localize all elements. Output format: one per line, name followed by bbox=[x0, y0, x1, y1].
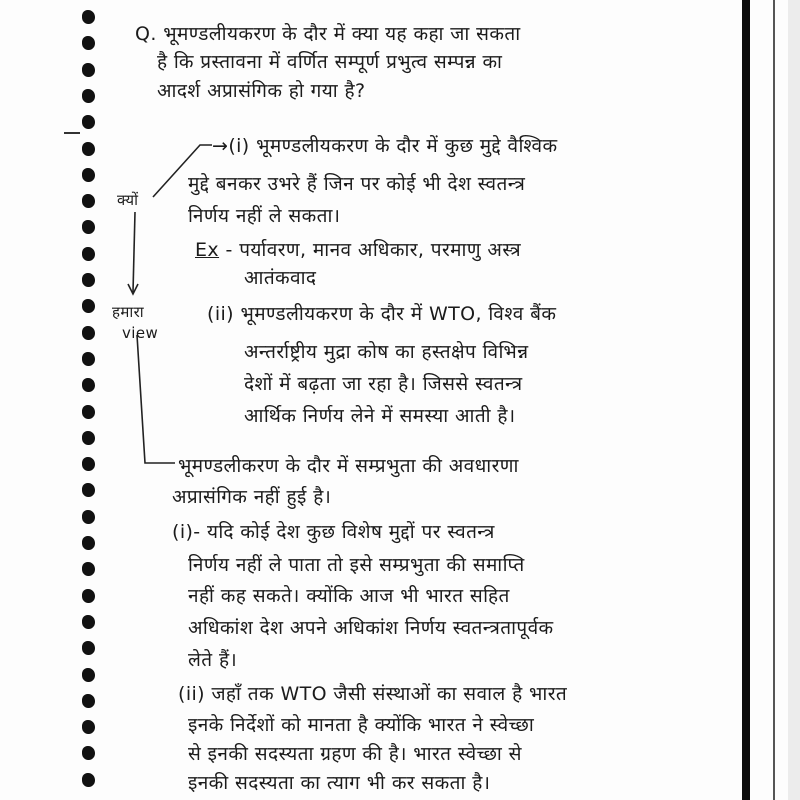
margin-note-view: view bbox=[122, 324, 159, 342]
view-point-2-line-2: इनके निर्देशों को मानता है क्योंकि भारत ने स्वेच्छा bbox=[188, 714, 535, 736]
point-2-line-2: अन्तर्राष्ट्रीय मुद्रा कोष का हस्तक्षेप विभिन्न bbox=[244, 341, 529, 363]
example-line-2: आतंकवाद bbox=[244, 267, 317, 289]
view-point-1-line-1: (i)- यदि कोई देश कुछ विशेष मुद्दों पर स्वतन्त्र bbox=[172, 521, 495, 543]
view-point-2-line-3: से इनकी सदस्यता ग्रहण की है। भारत स्वेच्छा से bbox=[188, 743, 522, 765]
example-line-1: Ex - पर्यावरण, मानव अधिकार, परमाणु अस्त्र bbox=[195, 239, 522, 261]
question-line-1: Q. भूमण्डलीयकरण के दौर में क्या यह कहा जा सकता bbox=[135, 23, 521, 45]
view-point-2-marker: (ii) bbox=[178, 683, 205, 705]
view-conclusion-line-2: अप्रासंगिक नहीं हुई है। bbox=[172, 486, 332, 508]
point-2-line-1: (ii) भूमण्डलीयकरण के दौर में WTO, विश्व बैंक bbox=[207, 303, 557, 325]
point-2-line-4: आर्थिक निर्णय लेने में समस्या आती है। bbox=[244, 405, 516, 427]
view-conclusion-line-1: भूमण्डलीकरण के दौर में सम्प्रभुता की अवधारणा bbox=[178, 455, 519, 477]
point-1-line-2: मुद्दे बनकर उभरे हैं जिन पर कोई भी देश स्वतन्त्र bbox=[188, 173, 526, 195]
margin-note-our: हमारा bbox=[112, 303, 145, 321]
margin-note-why: क्यों bbox=[117, 191, 139, 209]
view-point-2-line-4: इनकी सदस्यता का त्याग भी कर सकता है। bbox=[188, 772, 491, 794]
view-point-1-line-2: निर्णय नहीं ले पाता तो इसे सम्प्रभुता की समाप्ति bbox=[188, 554, 525, 576]
question-line-2: है कि प्रस्तावना में वर्णित सम्पूर्ण प्रभुत्व सम्पन्न का bbox=[157, 51, 503, 73]
example-label: Ex bbox=[195, 239, 220, 261]
point-2-line-3: देशों में बढ़ता जा रहा है। जिससे स्वतन्त्र bbox=[244, 373, 523, 395]
view-point-1-line-4: अधिकांश देश अपने अधिकांश निर्णय स्वतन्त्रतापूर्वक bbox=[188, 617, 554, 639]
question-label: Q. bbox=[135, 23, 157, 45]
point-1-line-1: →(i) भूमण्डलीयकरण के दौर में कुछ मुद्दे वैश्विक bbox=[212, 135, 558, 157]
view-point-2-line-1: (ii) जहाँ तक WTO जैसी संस्थाओं का सवाल है भारत bbox=[178, 683, 568, 705]
view-point-1-line-3: नहीं कह सकते। क्योंकि आज भी भारत सहित bbox=[188, 585, 510, 607]
question-line-3: आदर्श अप्रासंगिक हो गया है? bbox=[157, 80, 366, 102]
view-point-1-line-5: लेते हैं। bbox=[188, 649, 238, 671]
view-point-1-marker: (i)- bbox=[172, 521, 201, 543]
point-2-marker: (ii) bbox=[207, 303, 234, 325]
point-1-marker: →(i) bbox=[212, 135, 250, 157]
point-1-line-3: निर्णय नहीं ले सकता। bbox=[188, 205, 341, 227]
